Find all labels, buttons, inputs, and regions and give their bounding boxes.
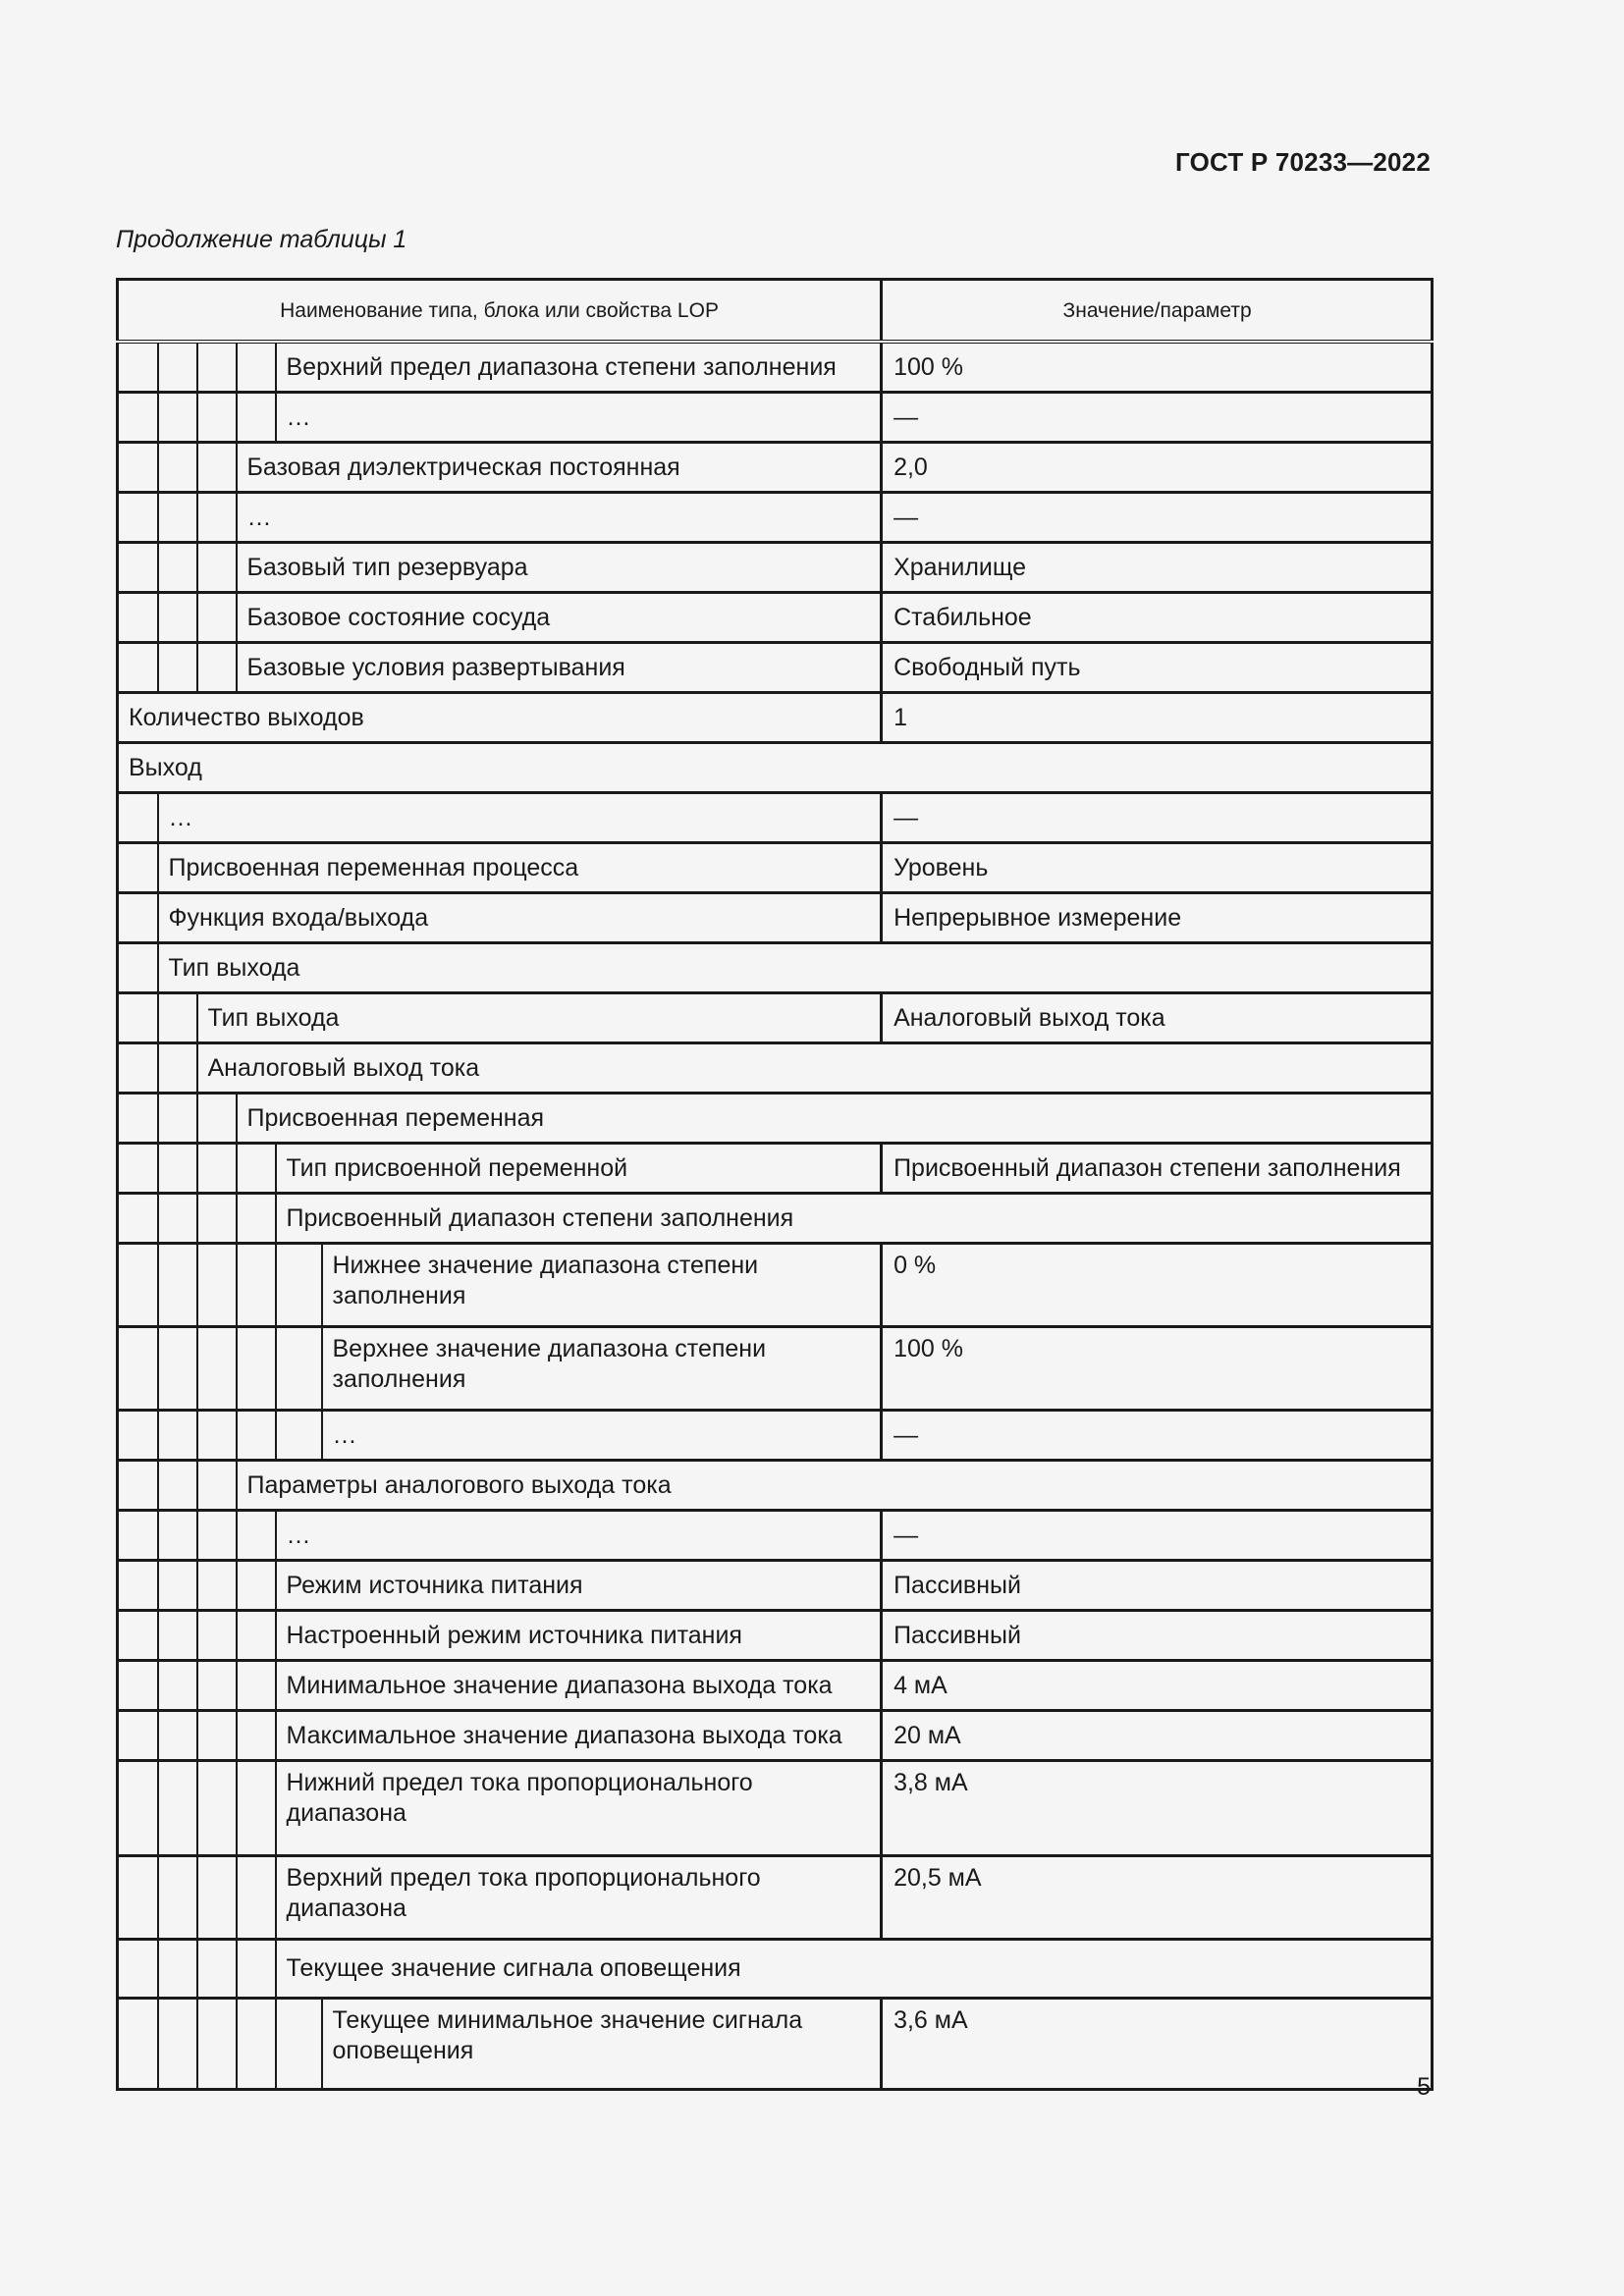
row-value: Присвоенный диапазон степени заполнения <box>882 1144 1433 1194</box>
table-row <box>118 342 1433 393</box>
table-row <box>118 1411 1433 1461</box>
row-label: Базовые условия развертывания <box>237 643 882 693</box>
table-row <box>118 893 1433 943</box>
row-label: Настроенный режим источника питания <box>276 1611 882 1661</box>
row-value: Хранилище <box>882 543 1433 593</box>
row-label: Верхний предел диапазона степени заполнения <box>276 342 882 393</box>
table-row <box>118 793 1433 843</box>
row-label: Количество выходов <box>118 693 882 743</box>
row-value: 20 мА <box>882 1711 1433 1761</box>
row-value: — <box>882 493 1433 543</box>
lop-properties-table <box>116 278 1434 2091</box>
row-label: Нижний предел тока пропорционального диапазона <box>276 1761 882 1856</box>
row-value: — <box>882 1411 1433 1461</box>
row-value: 1 <box>882 693 1433 743</box>
table-row <box>118 493 1433 543</box>
page-number: 5 <box>1417 2073 1431 2101</box>
row-label: Тип присвоенной переменной <box>276 1144 882 1194</box>
row-section-label: Параметры аналогового выхода тока <box>237 1461 1433 1511</box>
table-row <box>118 1094 1433 1144</box>
row-value: 0 % <box>882 1244 1433 1327</box>
row-section-label: Выход <box>118 743 1433 793</box>
table-row <box>118 543 1433 593</box>
row-label: Функция входа/выхода <box>158 893 882 943</box>
row-label: Базовая диэлектрическая постоянная <box>237 443 882 493</box>
table-row <box>118 1999 1433 2090</box>
row-label: Базовое состояние сосуда <box>237 593 882 643</box>
row-label: Тип выхода <box>197 993 882 1043</box>
row-value: 3,8 мА <box>882 1761 1433 1856</box>
row-section-label: Присвоенный диапазон степени заполнения <box>276 1194 1433 1244</box>
table-row <box>118 1661 1433 1711</box>
column-header-value: Значение/параметр <box>882 280 1433 343</box>
row-value: 3,6 мА <box>882 1999 1433 2090</box>
row-label: Базовый тип резервуара <box>237 543 882 593</box>
table-row <box>118 1043 1433 1094</box>
table-row <box>118 1461 1433 1511</box>
table-row <box>118 843 1433 893</box>
row-value: Стабильное <box>882 593 1433 643</box>
row-label: Текущее минимальное значение сигнала оповещения <box>322 1999 882 2090</box>
row-section-label: Текущее значение сигнала оповещения <box>276 1940 1433 1999</box>
table-row <box>118 1561 1433 1611</box>
table-row <box>118 743 1433 793</box>
row-label: … <box>237 493 882 543</box>
row-value: Пассивный <box>882 1561 1433 1611</box>
row-label: … <box>276 393 882 443</box>
row-value: — <box>882 393 1433 443</box>
row-label: … <box>322 1411 882 1461</box>
row-value: Аналоговый выход тока <box>882 993 1433 1043</box>
table-row <box>118 1511 1433 1561</box>
row-value: 20,5 мА <box>882 1856 1433 1940</box>
row-value: 4 мА <box>882 1661 1433 1711</box>
table-caption: Продолжение таблицы 1 <box>116 226 407 253</box>
row-value: Уровень <box>882 843 1433 893</box>
table-row <box>118 1611 1433 1661</box>
table-row <box>118 443 1433 493</box>
table-row <box>118 1940 1433 1999</box>
row-label: Верхнее значение диапазона степени заполнения <box>322 1327 882 1411</box>
row-label: Максимальное значение диапазона выхода тока <box>276 1711 882 1761</box>
table-row <box>118 1711 1433 1761</box>
standard-code: ГОСТ Р 70233—2022 <box>1175 147 1431 177</box>
table-row <box>118 593 1433 643</box>
table-row <box>118 993 1433 1043</box>
table-row <box>118 1144 1433 1194</box>
table-row <box>118 1194 1433 1244</box>
row-value: 2,0 <box>882 443 1433 493</box>
row-label: Режим источника питания <box>276 1561 882 1611</box>
row-value: Свободный путь <box>882 643 1433 693</box>
table-row <box>118 393 1433 443</box>
row-value: 100 % <box>882 1327 1433 1411</box>
table-row <box>118 693 1433 743</box>
row-value: 100 % <box>882 342 1433 393</box>
row-value: Непрерывное измерение <box>882 893 1433 943</box>
row-label: Нижнее значение диапазона степени заполнения <box>322 1244 882 1327</box>
column-header-name: Наименование типа, блока или свойства LOP <box>118 280 882 343</box>
table-row <box>118 643 1433 693</box>
row-section-label: Тип выхода <box>158 943 1433 993</box>
row-label: … <box>276 1511 882 1561</box>
row-value: Пассивный <box>882 1611 1433 1661</box>
row-label: … <box>158 793 882 843</box>
table-row <box>118 1856 1433 1940</box>
table-row <box>118 1327 1433 1411</box>
table-row <box>118 1244 1433 1327</box>
row-value: — <box>882 1511 1433 1561</box>
row-label: Минимальное значение диапазона выхода тока <box>276 1661 882 1711</box>
row-label: Верхний предел тока пропорционального диапазона <box>276 1856 882 1940</box>
row-value: — <box>882 793 1433 843</box>
table-row <box>118 943 1433 993</box>
table-row <box>118 1761 1433 1856</box>
row-label: Присвоенная переменная процесса <box>158 843 882 893</box>
table-header-row <box>118 280 1433 343</box>
row-section-label: Присвоенная переменная <box>237 1094 1433 1144</box>
row-section-label: Аналоговый выход тока <box>197 1043 1433 1094</box>
